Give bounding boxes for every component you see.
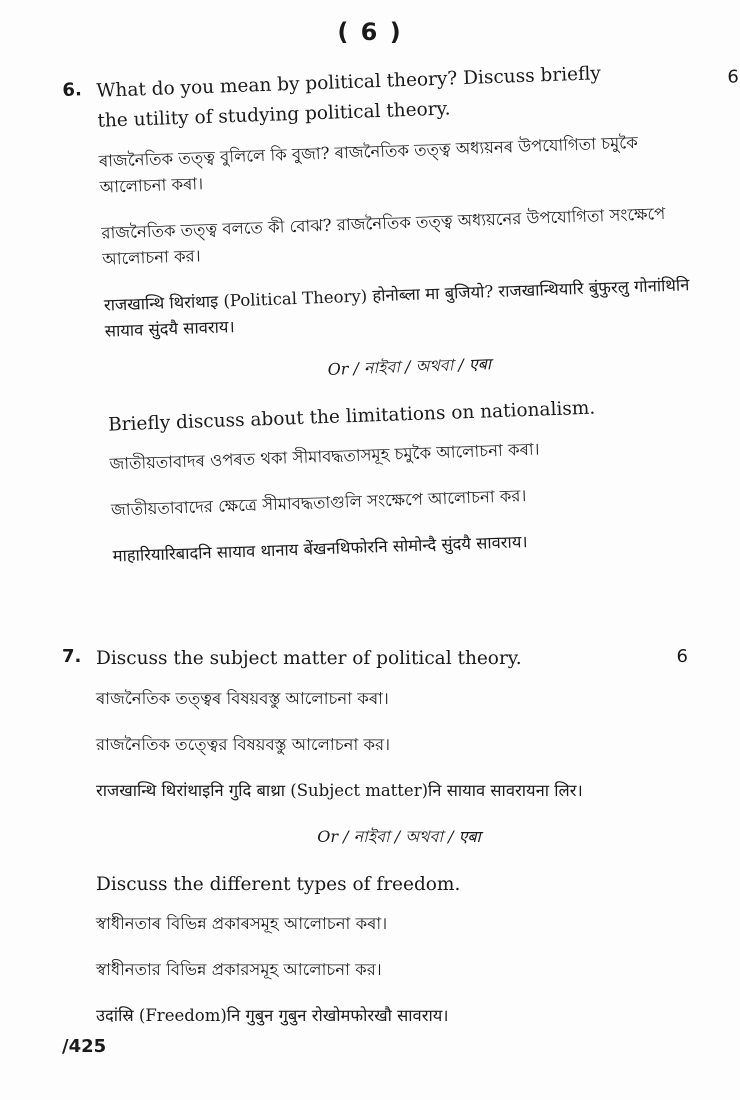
question-text-bodo: राजखान्थि थिरांथाइनि गुदि बाथ्रा (Subject matter)नि सायाव सावरायना लिर।	[96, 781, 583, 800]
question-text-assamese: ৰাজনৈতিক তত্ত্ব বুলিলে কি বুজা? ৰাজনৈতিক তত্ত্ব অধ্যয়নৰ উপযোগিতা চমুকৈ আলোচনা কৰা।	[98, 132, 639, 197]
question-marks: 6	[676, 646, 688, 667]
question-text-bengali: রাজনৈতিক তত্ত্বের বিষয়বস্তু আলোচনা কর।	[96, 735, 391, 754]
alternative-question-bodo: माहारियारिबादनि सायाव थानाय बेंखनथिफोरनि सोमोन्दै सुंदयै सावराय।	[112, 532, 528, 566]
or-separator: Or / নাইবা / অথবা / एबा	[317, 827, 481, 846]
or-separator: Or / নাইবা / অথবা / एबा	[327, 354, 492, 379]
alternative-question-bengali: জাতীয়তাবাদের ক্ষেত্রে সীমাবদ্ধতাগুলি সংক্ষেপে আলোচনা কর।	[110, 486, 527, 520]
paper-code: /425	[62, 1036, 107, 1057]
question-text-english: What do you mean by political theory? Discuss briefly the utility of studying political theory.	[96, 63, 602, 132]
page-number: ( 6 )	[337, 18, 403, 46]
alternative-question-english: Discuss the different types of freedom.	[96, 874, 461, 895]
question-text-bengali: রাজনৈতিক তত্ত্ব বলতে কী বোঝ? রাজনৈতিক তত্ত্ব অধ্যয়নের উপযোগিতা সংক্ষেপে আলোচনা কর।	[101, 204, 666, 269]
alternative-question-english: Briefly discuss about the limitations on nationalism.	[107, 397, 596, 436]
alternative-question-bengali: স্বাধীনতার বিভিন্ন প্রকারসমূহ আলোচনা কর।	[96, 960, 382, 979]
question-number: 6.	[62, 79, 83, 101]
question-number: 7.	[62, 646, 82, 667]
question-7	[62, 644, 702, 1029]
question-text-english: Discuss the subject matter of political theory.	[96, 648, 522, 669]
alternative-question-bodo: उदांस्रि (Freedom)नि गुबुन गुबुन रोखोमफोरखौ सावराय।	[96, 1006, 449, 1025]
alternative-question-assamese: স্বাধীনতাৰ বিভিন্ন প্ৰকাৰসমূহ আলোচনা কৰা।	[96, 914, 388, 933]
alternative-question-assamese: জাতীয়তাবাদৰ ওপৰত থকা সীমাবদ্ধতাসমূহ চমুকৈ আলোচনা কৰা।	[109, 439, 540, 474]
question-6	[62, 56, 739, 571]
question-text-bodo: राजखान्थि थिरांथाइ (Political Theory) होनोब्ला मा बुजियो? राजखान्थियारि बुंफुरलु गोनांथिनि सायाव सुंदयै सावराय।	[103, 275, 690, 341]
question-marks: 6	[726, 66, 739, 88]
question-text-assamese: ৰাজনৈতিক তত্ত্বৰ বিষয়বস্তু আলোচনা কৰা।	[96, 689, 389, 708]
